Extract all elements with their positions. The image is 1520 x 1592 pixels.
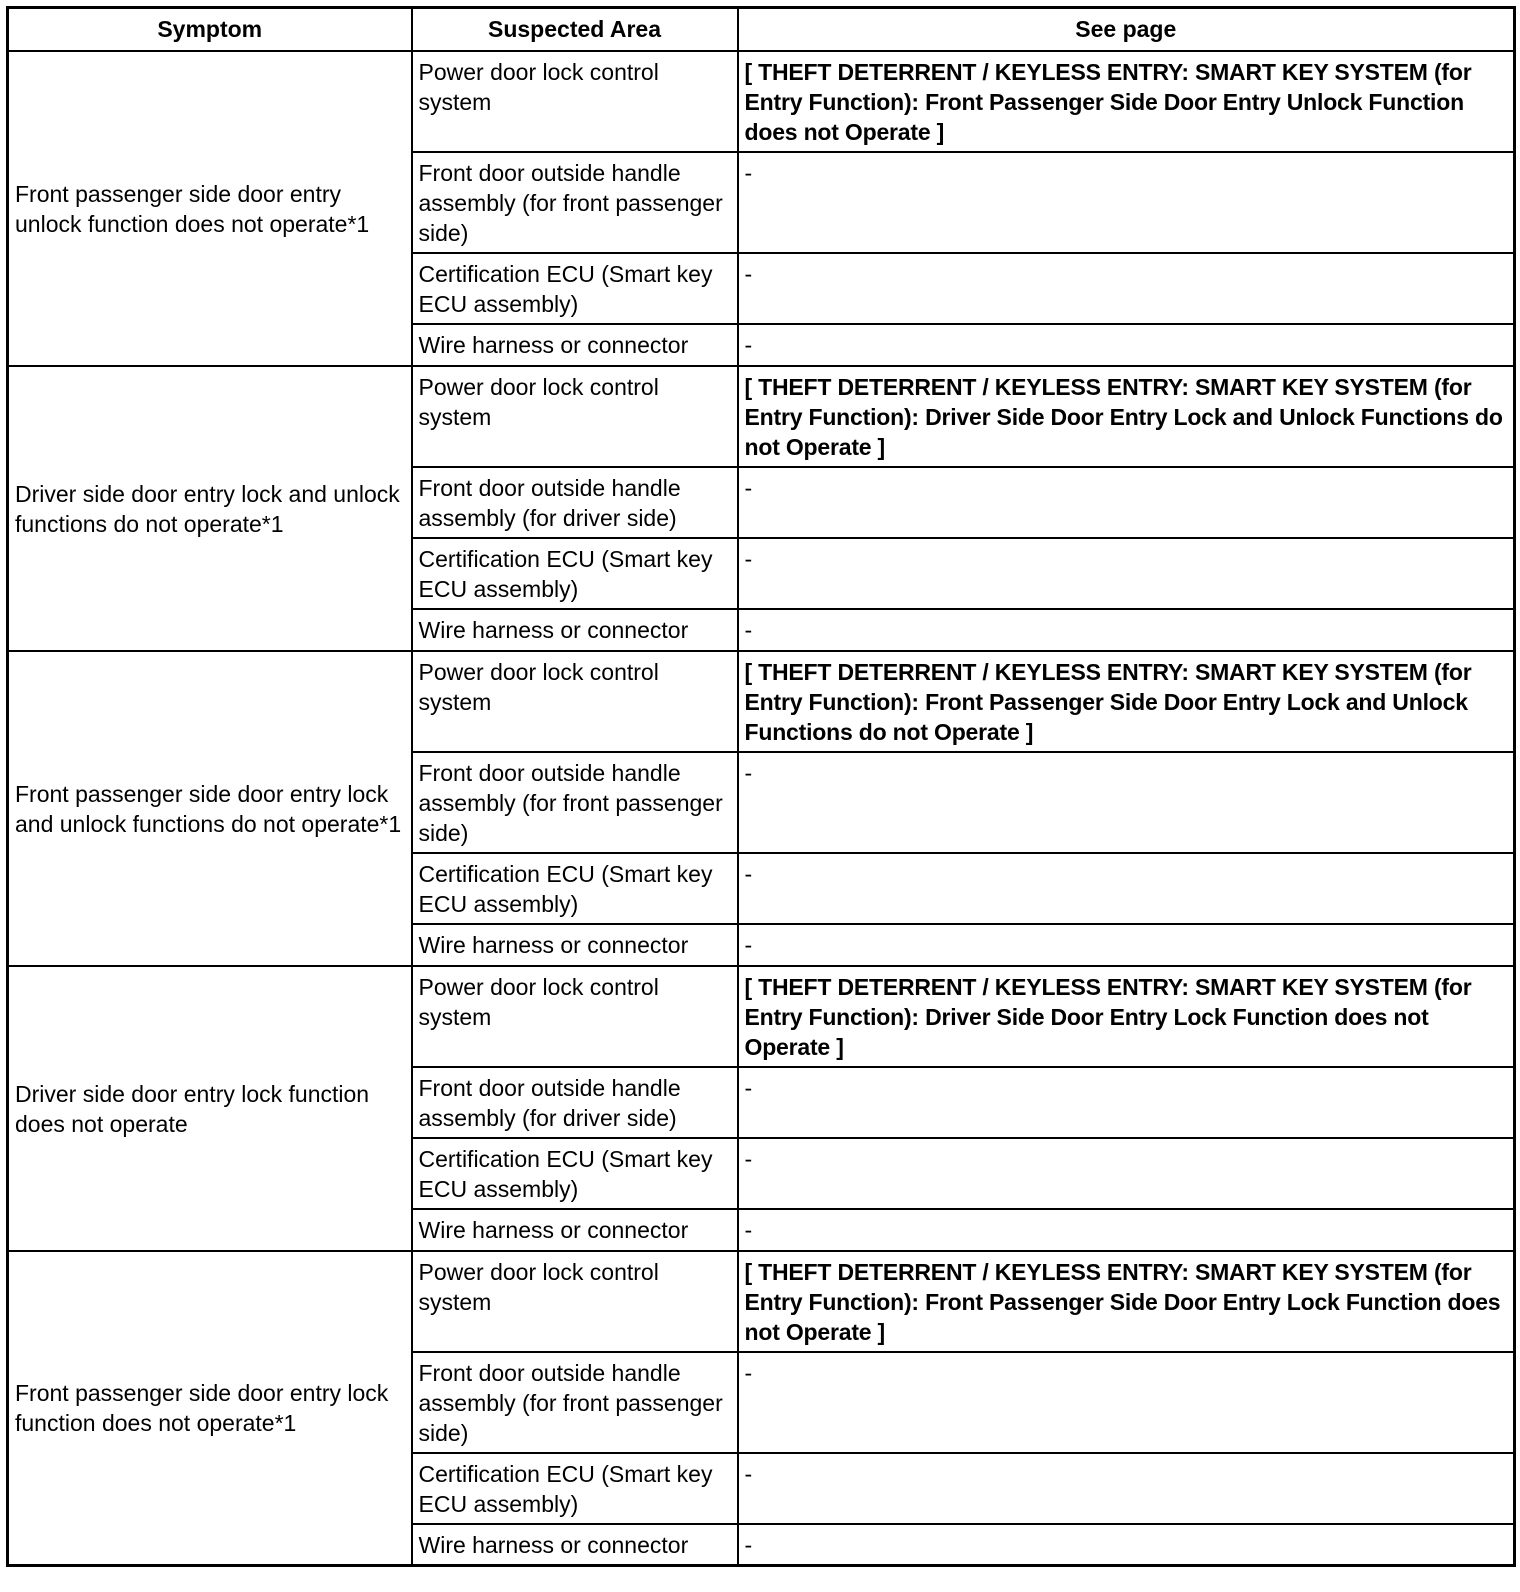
header-see-page: See page [738, 8, 1515, 51]
suspected-area-cell: Certification ECU (Smart key ECU assembly) [412, 253, 738, 324]
suspected-area-cell: Power door lock control system [412, 651, 738, 752]
see-page-cell: - [738, 609, 1515, 651]
see-page-link[interactable]: [ THEFT DETERRENT / KEYLESS ENTRY: SMART KEY SYSTEM (for Entry Function): Driver Side Door Entry Lock and Unlock Functions do not Operate ] [738, 366, 1515, 467]
see-page-cell: - [738, 1067, 1515, 1138]
see-page-cell: - [738, 152, 1515, 253]
suspected-area-cell: Wire harness or connector [412, 924, 738, 966]
symptom-cell: Driver side door entry lock function does not operate [8, 966, 412, 1251]
table-row [8, 51, 1515, 152]
suspected-area-cell: Power door lock control system [412, 1251, 738, 1352]
table-row [8, 366, 1515, 467]
suspected-area-cell: Certification ECU (Smart key ECU assembly) [412, 1453, 738, 1524]
symptom-cell: Front passenger side door entry lock and unlock functions do not operate*1 [8, 651, 412, 966]
symptom-cell: Front passenger side door entry unlock function does not operate*1 [8, 51, 412, 366]
symptom-cell: Driver side door entry lock and unlock functions do not operate*1 [8, 366, 412, 651]
suspected-area-cell: Front door outside handle assembly (for driver side) [412, 1067, 738, 1138]
suspected-area-cell: Certification ECU (Smart key ECU assembly) [412, 853, 738, 924]
table-row [8, 966, 1515, 1067]
suspected-area-cell: Wire harness or connector [412, 609, 738, 651]
troubleshooting-table [6, 6, 1516, 1567]
suspected-area-cell: Front door outside handle assembly (for driver side) [412, 467, 738, 538]
suspected-area-cell: Front door outside handle assembly (for front passenger side) [412, 1352, 738, 1453]
see-page-link[interactable]: [ THEFT DETERRENT / KEYLESS ENTRY: SMART KEY SYSTEM (for Entry Function): Driver Side Door Entry Lock Function does not Operate ] [738, 966, 1515, 1067]
see-page-link[interactable]: [ THEFT DETERRENT / KEYLESS ENTRY: SMART KEY SYSTEM (for Entry Function): Front Passenger Side Door Entry Lock and Unlock Functions do not Operate ] [738, 651, 1515, 752]
see-page-cell: - [738, 253, 1515, 324]
see-page-cell: - [738, 752, 1515, 853]
see-page-cell: - [738, 538, 1515, 609]
see-page-link[interactable]: [ THEFT DETERRENT / KEYLESS ENTRY: SMART KEY SYSTEM (for Entry Function): Front Passenger Side Door Entry Unlock Function does not Operate ] [738, 51, 1515, 152]
suspected-area-cell: Power door lock control system [412, 51, 738, 152]
table-row [8, 651, 1515, 752]
see-page-cell: - [738, 1524, 1515, 1566]
see-page-cell: - [738, 1352, 1515, 1453]
suspected-area-cell: Certification ECU (Smart key ECU assembly) [412, 538, 738, 609]
header-symptom: Symptom [8, 8, 412, 51]
suspected-area-cell: Wire harness or connector [412, 324, 738, 366]
suspected-area-cell: Wire harness or connector [412, 1524, 738, 1566]
suspected-area-cell: Power door lock control system [412, 966, 738, 1067]
see-page-link[interactable]: [ THEFT DETERRENT / KEYLESS ENTRY: SMART KEY SYSTEM (for Entry Function): Front Passenger Side Door Entry Lock Function does not Operate ] [738, 1251, 1515, 1352]
header-suspected-area: Suspected Area [412, 8, 738, 51]
see-page-cell: - [738, 1453, 1515, 1524]
troubleshooting-table-container [6, 6, 1516, 1567]
suspected-area-cell: Wire harness or connector [412, 1209, 738, 1251]
suspected-area-cell: Front door outside handle assembly (for front passenger side) [412, 152, 738, 253]
see-page-cell: - [738, 324, 1515, 366]
see-page-cell: - [738, 924, 1515, 966]
symptom-cell: Front passenger side door entry lock function does not operate*1 [8, 1251, 412, 1566]
see-page-cell: - [738, 853, 1515, 924]
suspected-area-cell: Front door outside handle assembly (for front passenger side) [412, 752, 738, 853]
see-page-cell: - [738, 467, 1515, 538]
see-page-cell: - [738, 1138, 1515, 1209]
suspected-area-cell: Power door lock control system [412, 366, 738, 467]
header-row [8, 8, 1515, 51]
table-row [8, 1251, 1515, 1352]
suspected-area-cell: Certification ECU (Smart key ECU assembly) [412, 1138, 738, 1209]
see-page-cell: - [738, 1209, 1515, 1251]
